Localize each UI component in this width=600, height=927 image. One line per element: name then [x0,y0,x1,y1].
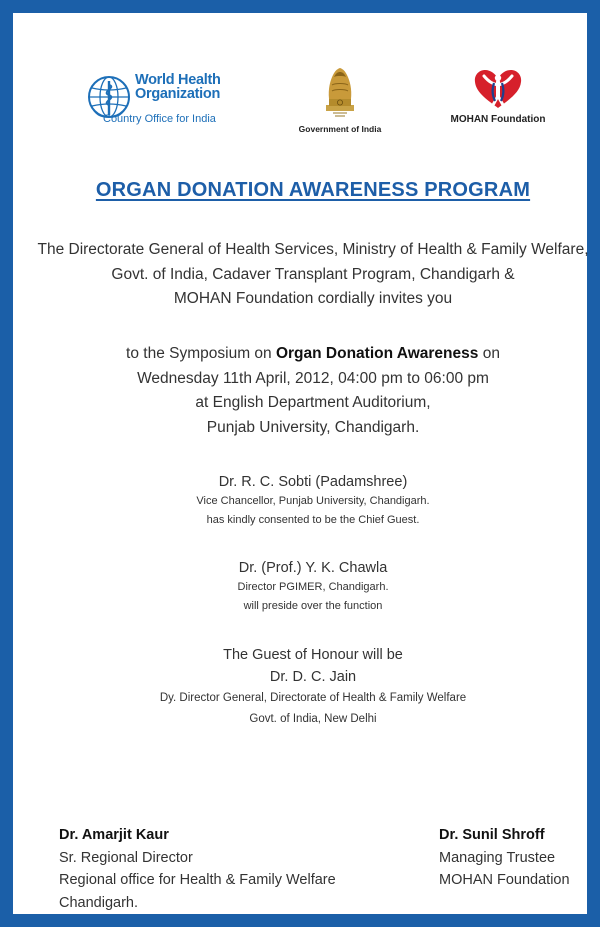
intro-line: Govt. of India, Cadaver Transplant Program, Chandigarh & [111,265,515,283]
signatory-right-name: Dr. Sunil Shroff [439,827,545,843]
symposium-topic: Organ Donation Awareness [275,345,479,362]
signatory-right [439,824,570,892]
signatory-right-title: Managing Trustee [439,849,556,866]
presiding-block [13,558,600,616]
who-title-line1: World Health [135,72,221,88]
presiding-role: will preside over the function [243,600,383,612]
event-datetime: Wednesday 11th April, 2012, 04:00 pm to 06:00 pm [137,369,489,387]
page-title: ORGAN DONATION AWARENESS PROGRAM [95,179,531,201]
symposium-details [13,342,600,440]
symposium-pre-text: to the Symposium on [126,345,276,362]
signatory-right-org: MOHAN Foundation [439,872,570,888]
event-location: Punjab University, Chandigarh. [206,418,420,436]
symposium-line [13,342,600,367]
guest-of-honour-heading: The Guest of Honour will be [223,647,403,663]
government-of-india-logo [295,63,385,143]
symposium-post-text: on [478,345,500,362]
intro-paragraph [13,238,600,312]
chief-guest-name: Dr. R. C. Sobti (Padamshree) [218,474,408,490]
who-title-line2: Organization [135,86,221,102]
signatory-left-city: Chandigarh. [59,894,138,911]
logo-row [13,53,600,143]
signatory-left-title: Sr. Regional Director [59,849,193,866]
mohan-heart-icon [472,69,524,109]
who-subtitle: Country Office for India [103,113,216,125]
intro-line: MOHAN Foundation cordially invites you [173,290,453,307]
chief-guest-role: has kindly consented to be the Chief Guest. [206,514,420,526]
mohan-foundation-logo [443,69,553,139]
chief-guest-block [13,472,600,530]
guest-of-honour-location: Govt. of India, New Delhi [249,713,377,725]
signatory-left-office: Regional office for Health & Family Welfare [59,872,336,888]
presiding-designation: Director PGIMER, Chandigarh. [237,581,389,593]
guest-of-honour-designation: Dy. Director General, Directorate of Health & Family Welfare [159,692,467,704]
government-of-india-label: Government of India [298,124,382,134]
who-title [135,73,221,101]
event-venue: at English Department Auditorium, [195,394,431,411]
national-emblem-icon [320,63,360,121]
chief-guest-designation: Vice Chancellor, Punjab University, Chandigarh. [196,495,430,507]
signatory-left [59,824,336,914]
guest-of-honour-name: Dr. D. C. Jain [269,669,357,685]
mohan-foundation-label: MOHAN Foundation [450,114,546,125]
guest-of-honour-block [13,644,600,730]
presiding-name: Dr. (Prof.) Y. K. Chawla [238,560,388,576]
signatory-left-name: Dr. Amarjit Kaur [59,827,169,843]
who-logo [87,73,237,129]
intro-line: The Directorate General of Health Services, Ministry of Health & Family Welfare, [37,241,589,258]
